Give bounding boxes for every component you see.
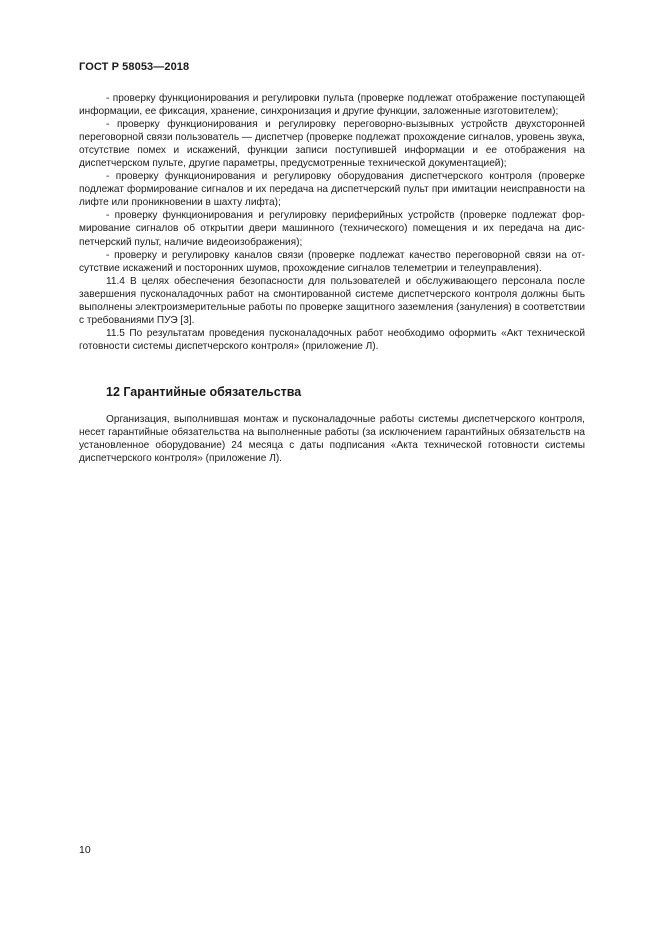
- paragraph-intercom-check: - проверку функционирования и регулировку переговорно-вызывных устройств двухсторонней переговорной связи пользователь — диспетчер (проверке подлежат прохождение сигналов, уровень звука, отсутствие помех и искажений, функции записи поступившей информации и ее отображения на диспетчерском пульте, другие параметры, предусмотренные технической документацией);: [79, 119, 585, 170]
- paragraph-11-4: 11.4 В целях обеспечения безопасности для пользователей и обслуживающего персонала после завершения пусконаладочных работ на смонтированной системе диспетчерского контроля должны быть выполнены электроизмерительные работы по проверке защитного заземления (зануления) в соответствии с требованиями ПУЭ [3].: [79, 275, 585, 326]
- paragraph-warranty: Организация, выполнившая монтаж и пусконаладочные работы системы диспетчерского контроля, несет гарантийные обязательства на выполненные работы (за исключением гарантийных обязательств на установленное оборудование) 24 месяца с даты подписания «Акта технической готовности системы диспетчерского контроля» (приложение Л).: [79, 414, 585, 465]
- section-12-title: 12 Гарантийные обязательства: [106, 385, 302, 399]
- paragraph-peripheral-check: - проверку функционирования и регулировку периферийных устройств (проверке подлежат формирование сигналов об открытии двери машинного (технического) помещения и их передача на диспетчерский пульт, наличие видеоизображения);: [79, 210, 585, 248]
- paragraph-dispatch-equipment-check: - проверку функционирования и регулировку оборудования диспетчерского контроля (проверке подлежат формирование сигналов и их передача на диспетчерский пульт при имитации неисправности на лифте или проникновении в шахту лифта);: [79, 171, 585, 209]
- section-11-continuation: [79, 92, 585, 353]
- document-header: ГОСТ Р 58053—2018: [79, 61, 190, 73]
- section-12-body: [79, 413, 585, 465]
- paragraph-console-check: - проверку функционирования и регулировки пульта (проверке подлежат отображение поступающей информации, ее фиксация, хранение, синхронизация и другие функции, заложенные изготовителем);: [79, 93, 585, 118]
- page-number: 10: [79, 844, 91, 856]
- paragraph-11-5: 11.5 По результатам проведения пусконаладочных работ необходимо оформить «Акт технической готовности системы диспетчерского контроля» (приложение Л).: [79, 327, 585, 352]
- paragraph-channel-check: - проверку и регулировку каналов связи (проверке подлежат качество переговорной связи на отсутствие искажений и посторонних шумов, прохождение сигналов телеметрии и телеуправления).: [79, 249, 585, 274]
